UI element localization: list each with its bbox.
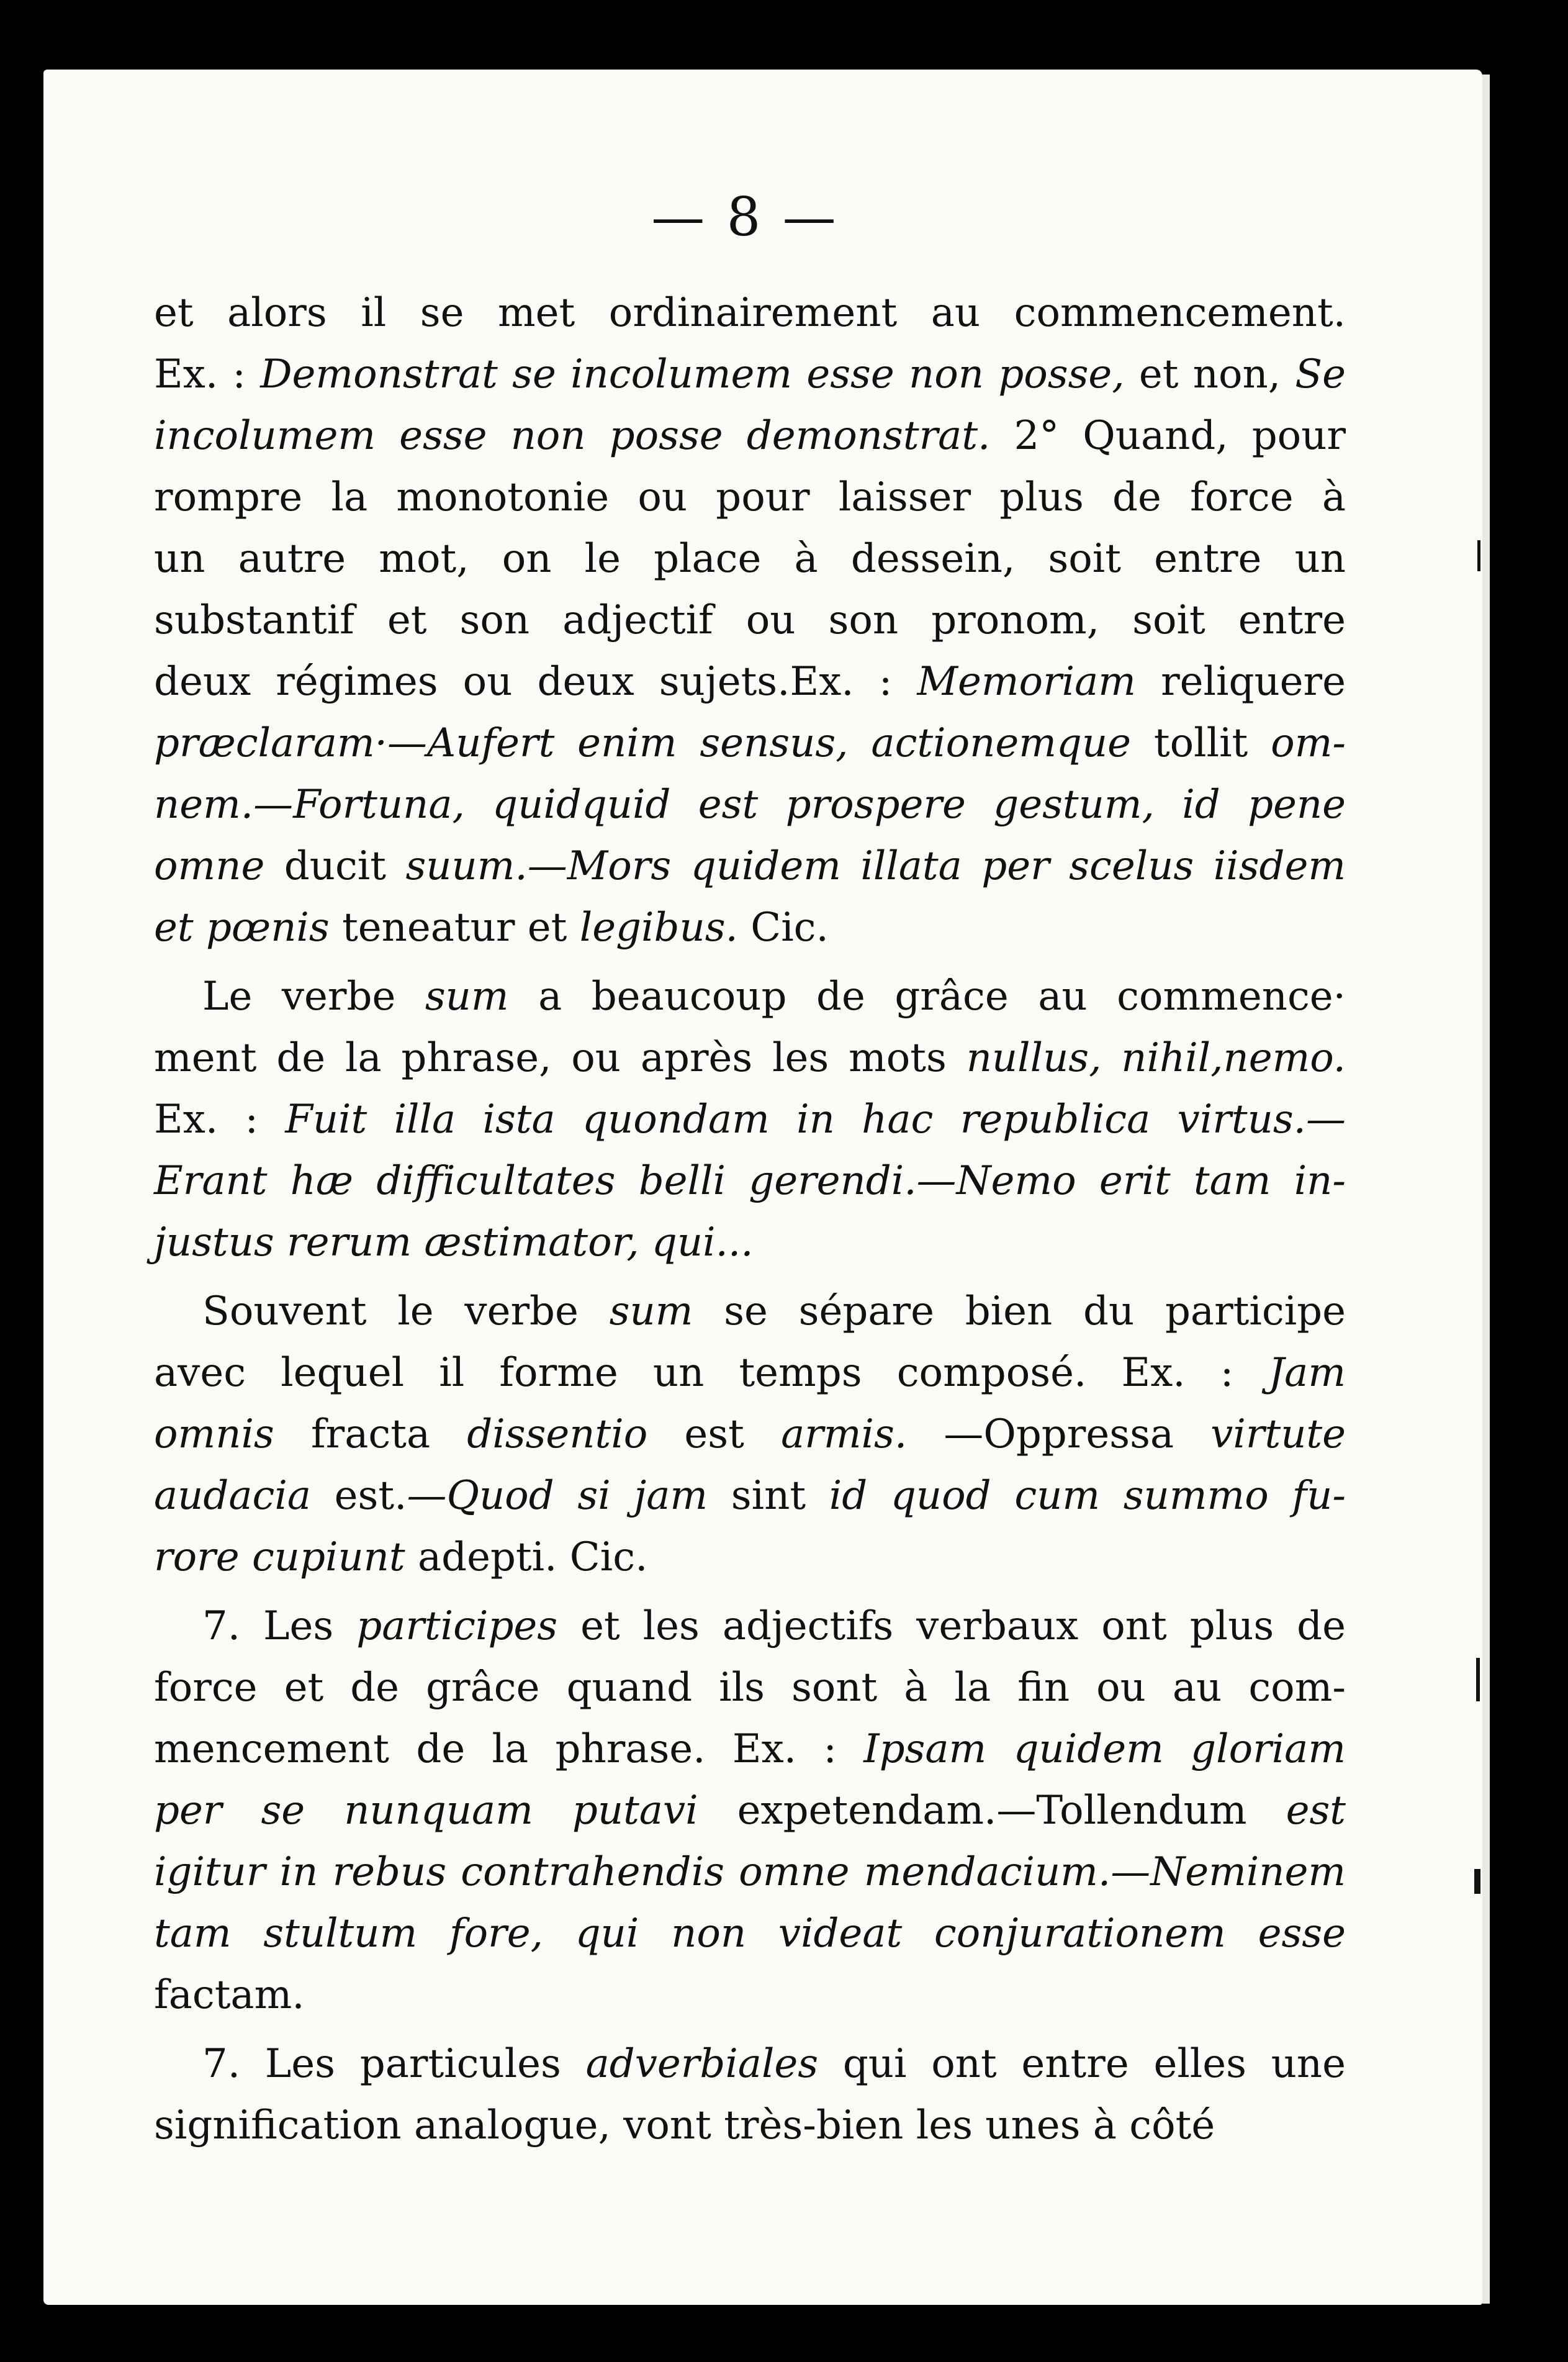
text-line xyxy=(154,1212,1346,1274)
text-line xyxy=(154,1657,1346,1719)
text-line xyxy=(154,2095,1346,2156)
text-segment: est. xyxy=(310,1473,407,1519)
text-segment: ducit xyxy=(264,843,406,889)
text-segment: fracta xyxy=(274,1411,467,1457)
text-segment: —Oppressa xyxy=(907,1411,1211,1457)
paragraph-gap xyxy=(154,1588,1346,1596)
text-segment: et non, xyxy=(1124,351,1295,397)
text-segment: reliquere xyxy=(1135,659,1346,705)
text-segment: Ex. : xyxy=(154,1097,286,1143)
text-line xyxy=(154,283,1346,344)
text-line xyxy=(154,1465,1346,1527)
text-segment: et les adjectifs verbaux ont plus de xyxy=(557,1603,1346,1649)
text-segment: Ex. : xyxy=(154,351,261,397)
text-line xyxy=(154,897,1346,959)
italic-text: Memoriam xyxy=(917,659,1136,705)
italic-text: Se xyxy=(1295,351,1346,397)
body-text xyxy=(154,283,1346,2156)
text-line xyxy=(154,1527,1346,1588)
text-segment: signification analogue, vont très-bien les unes à côté xyxy=(154,2102,1215,2148)
italic-text: nem.—Fortuna, quidquid est prospere gestum, id pene xyxy=(154,782,1346,828)
text-segment: factam. xyxy=(154,1972,305,2018)
text-line xyxy=(154,2034,1346,2095)
text-line xyxy=(154,1404,1346,1465)
italic-text: Fuit illa ista quondam in hac republica virtus.— xyxy=(285,1097,1346,1143)
italic-text: virtute xyxy=(1210,1411,1346,1457)
text-segment: force et de grâce quand ils sont à la fin ou au com- xyxy=(154,1665,1346,1711)
italic-text: armis. xyxy=(781,1411,908,1457)
text-segment: adepti. Cic. xyxy=(405,1534,648,1580)
italic-text: suum.—Mors quidem illata per scelus iisdem xyxy=(405,843,1346,889)
text-segment: Le verbe xyxy=(202,974,425,1020)
italic-text: dissentio xyxy=(467,1411,648,1457)
text-segment: 7. Les particules xyxy=(202,2041,586,2087)
text-line xyxy=(154,1281,1346,1342)
text-segment: deux régimes ou deux sujets.Ex. : xyxy=(154,659,917,705)
text-segment: teneatur et xyxy=(329,905,580,951)
text-line xyxy=(154,590,1346,651)
italic-text: omne xyxy=(154,843,265,889)
paragraph-gap xyxy=(154,1274,1346,1281)
italic-text: per se nunquam putavi xyxy=(154,1788,698,1834)
italic-text: Demonstrat se incolumem esse non posse, xyxy=(260,351,1125,397)
text-segment: qui ont entre elles une xyxy=(818,2041,1346,2087)
text-segment: a beaucoup de grâce au commence· xyxy=(508,974,1346,1020)
text-line xyxy=(154,1028,1346,1089)
italic-text: nullus, nihil,nemo. xyxy=(966,1035,1346,1081)
text-line xyxy=(154,713,1346,774)
italic-text: audacia xyxy=(154,1473,311,1519)
text-segment: sint xyxy=(708,1473,829,1519)
italic-text: omnis xyxy=(154,1411,274,1457)
text-line xyxy=(154,1151,1346,1212)
paragraph-gap xyxy=(154,959,1346,966)
margin-mark xyxy=(1474,1869,1480,1894)
text-line xyxy=(154,1719,1346,1780)
italic-text: et pœnis xyxy=(154,905,330,951)
text-segment: avec lequel il forme un temps composé. Ex. : xyxy=(154,1350,1269,1396)
text-segment: 2° Quand, pour xyxy=(990,413,1346,459)
italic-text: incolumem esse non posse demonstrat. xyxy=(154,413,991,459)
text-segment: mencement de la phrase. Ex. : xyxy=(154,1726,864,1772)
text-line xyxy=(154,344,1346,405)
text-line xyxy=(154,966,1346,1028)
italic-text: tam stultum fore, qui non videat conjurationem esse xyxy=(154,1911,1346,1957)
text-line xyxy=(154,1842,1346,1903)
text-line xyxy=(154,1089,1346,1151)
margin-mark xyxy=(1477,540,1480,571)
paragraph-gap xyxy=(154,2026,1346,2034)
text-segment: 7. Les xyxy=(202,1603,357,1649)
text-line xyxy=(154,467,1346,528)
text-segment: Souvent le verbe xyxy=(202,1288,610,1334)
text-segment: substantif et son adjectif ou son pronom, soit entre xyxy=(154,597,1346,643)
text-segment: se sépare bien du participe xyxy=(693,1288,1346,1334)
text-segment: tollit xyxy=(1130,720,1271,766)
text-segment: Cic. xyxy=(737,905,829,951)
italic-text: —Quod si jam xyxy=(407,1473,708,1519)
page-edge xyxy=(1482,75,1490,2304)
italic-text: Erant hæ difficultates belli gerendi.—Nemo erit tam in- xyxy=(154,1158,1346,1204)
text-line xyxy=(154,774,1346,836)
italic-text: adverbiales xyxy=(585,2041,819,2087)
text-line xyxy=(154,1780,1346,1842)
text-segment: expetendam.—Tollendum xyxy=(698,1788,1286,1834)
italic-text: Ipsam quidem gloriam xyxy=(863,1726,1346,1772)
text-segment: ment de la phrase, ou après les mots xyxy=(154,1035,966,1081)
italic-text: præclaram·—Aufert enim sensus, actionemque xyxy=(154,720,1131,766)
text-segment: un autre mot, on le place à dessein, soit entre un xyxy=(154,536,1346,582)
margin-mark xyxy=(1476,1658,1480,1701)
text-line xyxy=(154,528,1346,590)
italic-text: rore cupiunt xyxy=(154,1534,405,1580)
italic-text: Jam xyxy=(1268,1350,1346,1396)
text-line xyxy=(154,1965,1346,2026)
italic-text: justus rerum æstimator, qui... xyxy=(154,1219,754,1265)
text-line xyxy=(154,651,1346,713)
italic-text: om- xyxy=(1271,720,1346,766)
italic-text: sum xyxy=(609,1288,693,1334)
italic-text: igitur in rebus contrahendis omne mendacium.—Neminem xyxy=(154,1849,1346,1895)
italic-text: legibus. xyxy=(579,905,738,951)
text-line xyxy=(154,1596,1346,1657)
text-segment: rompre la monotonie ou pour laisser plus de force à xyxy=(154,474,1346,520)
italic-text: participes xyxy=(356,1603,558,1649)
italic-text: sum xyxy=(425,974,509,1020)
text-line xyxy=(154,1903,1346,1965)
text-line xyxy=(154,405,1346,467)
text-line xyxy=(154,836,1346,897)
text-segment: et alors il se met ordinairement au commencement. xyxy=(154,290,1346,336)
page-number: — 8 — xyxy=(651,186,839,248)
text-segment: est xyxy=(647,1411,782,1457)
italic-text: id quod cum summo fu- xyxy=(829,1473,1346,1519)
italic-text: est xyxy=(1286,1788,1346,1834)
text-line xyxy=(154,1342,1346,1404)
